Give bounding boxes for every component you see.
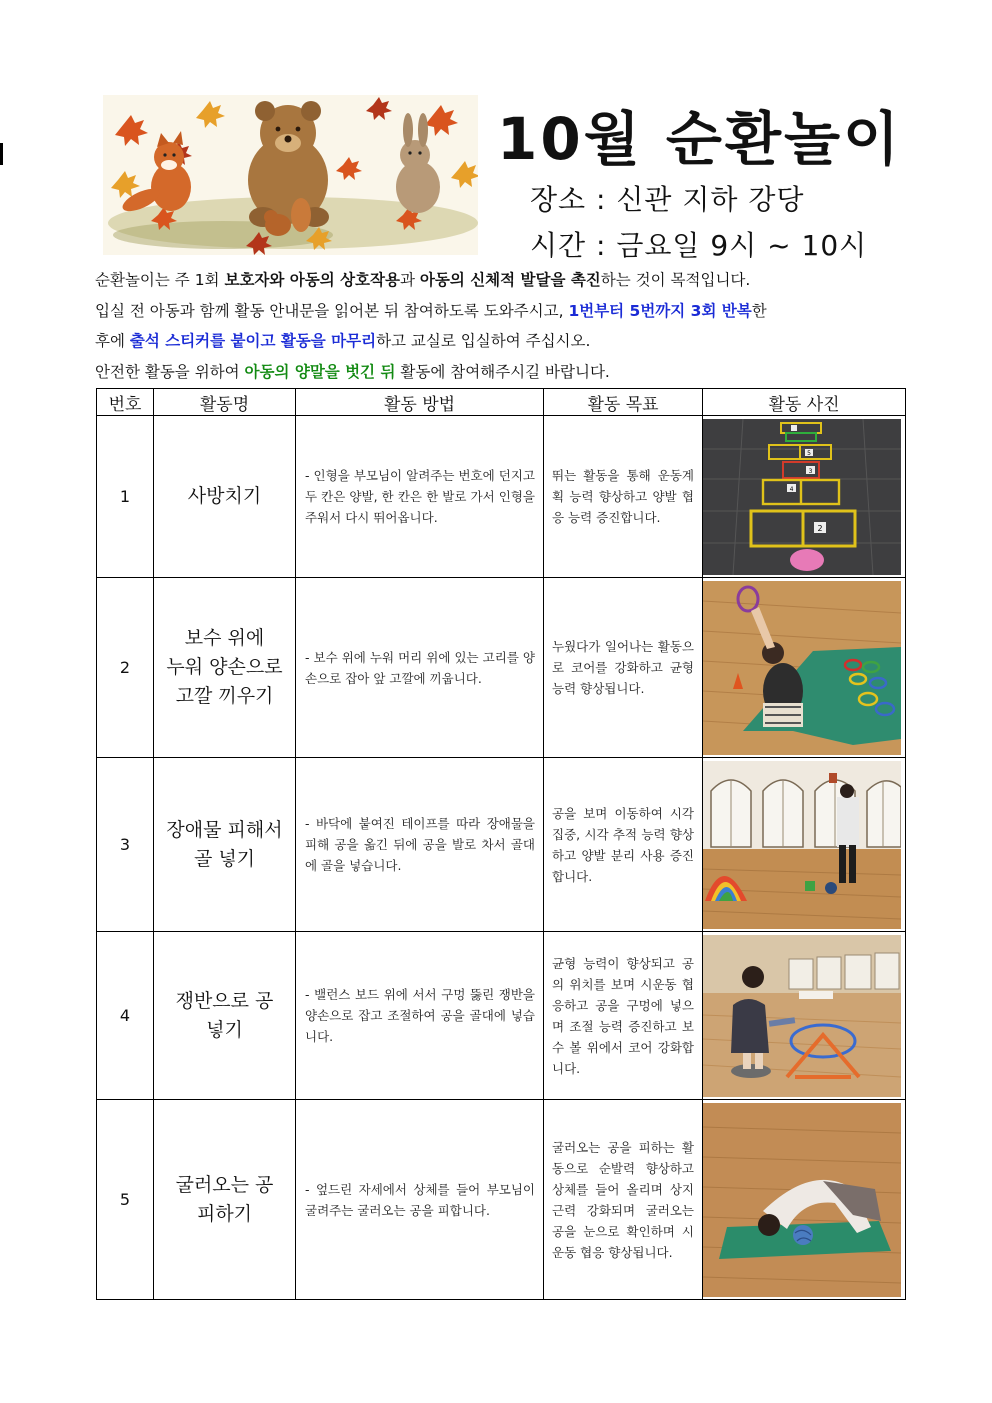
- hopscotch-label-2: 2: [817, 523, 823, 533]
- page-title: 10월 순환놀이: [497, 105, 903, 173]
- hopscotch-label-4: 4: [789, 485, 794, 493]
- table-header-row: [97, 389, 906, 416]
- intro-line-2: [95, 296, 915, 327]
- hopscotch-label-5: 5: [807, 449, 811, 457]
- method-text: - 인형을 부모님이 알려주는 번호에 던지고 두 칸은 양발, 한 칸은 한 발로 가서 인형을 주워서 다시 뛰어옵니다.: [305, 468, 535, 525]
- activity-table: [96, 388, 906, 1300]
- goal-text: 굴러오는 공을 피하는 활동으로 순발력 향상하고 상체를 들어 올리며 상지 근력 강화되며 굴러오는 공을 눈으로 확인하며 시운동 협응 향상됩니다.: [552, 1139, 694, 1260]
- intro-line-4: [95, 357, 915, 388]
- method-text: - 바닥에 붙여진 테이프를 따라 장애물을 피해 공을 옮긴 뒤에 공을 발로 차서 골대에 골을 넣습니다.: [305, 816, 535, 873]
- time-info: 시간 : 금요일 9시 ~ 10시: [530, 229, 868, 262]
- method-text: - 엎드린 자세에서 상체를 들어 부모님이 굴려주는 굴러오는 공을 피합니다.: [305, 1181, 535, 1218]
- intro-text: [95, 265, 915, 387]
- autumn-animals-illustration: [103, 95, 478, 255]
- header-number: 번호: [97, 389, 154, 416]
- header-method: 활동 방법: [296, 389, 544, 416]
- intro-text-span: 과: [399, 271, 420, 289]
- activity-photo: [703, 1100, 906, 1300]
- activity-name-line: 고깔 끼우기: [175, 685, 274, 707]
- intro-text-span: 하고 교실로 입실하여 주십시오.: [376, 332, 591, 350]
- activity-name-line: 장애물 피해서: [166, 818, 283, 841]
- row-number: 4: [97, 932, 154, 1100]
- activity-name-line: 쟁반으로 공: [175, 989, 274, 1012]
- goal-text: 공을 보며 이동하여 시각 집중, 시각 추적 능력 향상하고 양발 분리 사용 증진합니다.: [552, 805, 694, 884]
- intro-text-span: 한: [751, 301, 767, 320]
- activity-name-line: 보수 위에: [184, 627, 265, 649]
- activity-name-line: 피하기: [196, 1202, 253, 1225]
- activity-method: [296, 1100, 544, 1300]
- intro-text-span: 순환놀이는 주 1회: [95, 271, 225, 289]
- intro-text-span: 활동에 참여해주시길 바랍니다.: [395, 362, 610, 381]
- intro-text-span: 후에: [95, 332, 130, 350]
- activity-photo: [703, 578, 906, 758]
- row-number: 1: [97, 416, 154, 578]
- intro-highlight-repeat: 1번부터 5번까지 3회 반복: [568, 301, 752, 320]
- goal-text: 뛰는 활동을 통해 운동계획 능력 향상하고 양발 협응 능력 증진합니다.: [552, 468, 694, 525]
- activity-name: [154, 416, 296, 578]
- obstacle-goal-photo: [703, 761, 901, 929]
- table-row: [97, 578, 906, 758]
- activity-method: [296, 932, 544, 1100]
- method-text: - 밸런스 보드 위에 서서 구멍 뚫린 쟁반을 양손으로 잡고 조절하여 공을 골대에 넣습니다.: [305, 987, 535, 1044]
- row-number: 3: [97, 758, 154, 932]
- activity-method: [296, 578, 544, 758]
- activity-name-line: 굴러오는 공: [175, 1173, 274, 1196]
- intro-line-3: [95, 326, 915, 357]
- activity-name: [154, 932, 296, 1100]
- row-number: 5: [97, 1100, 154, 1300]
- activity-goal: [544, 932, 703, 1100]
- intro-highlight-socks: 아동의 양말을 벗긴 뒤: [244, 362, 396, 381]
- activity-goal: [544, 758, 703, 932]
- activity-name-line: 사방치기: [187, 485, 262, 507]
- method-text: - 보수 위에 누워 머리 위에 있는 고리를 양손으로 잡아 앞 고깔에 끼웁니다.: [305, 649, 535, 686]
- activity-photo: [703, 758, 906, 932]
- table-row: [97, 932, 906, 1100]
- intro-highlight-interaction: 보호자와 아동의 상호작용: [224, 271, 400, 289]
- dodge-ball-photo: [703, 1103, 901, 1297]
- goal-text: 균형 능력이 향상되고 공의 위치를 보며 시운동 협응하고 공을 구멍에 넣으며 조절 능력 증진하고 보수 볼 위에서 코어 강화합니다.: [552, 955, 694, 1076]
- activity-photo: [703, 416, 906, 578]
- activity-name: [154, 578, 296, 758]
- row-number: 2: [97, 578, 154, 758]
- intro-text-span: 안전한 활동을 위하여: [95, 362, 245, 381]
- header-photo: 활동 사진: [703, 389, 906, 416]
- tray-ball-photo: [703, 935, 901, 1097]
- activity-goal: [544, 578, 703, 758]
- intro-highlight-sticker: 출석 스티커를 붙이고 활동을 마무리: [129, 332, 377, 350]
- activity-goal: [544, 1100, 703, 1300]
- bosu-ring-photo: [703, 581, 901, 755]
- table-row: [97, 1100, 906, 1300]
- activity-goal: [544, 416, 703, 578]
- activity-photo: [703, 932, 906, 1100]
- table-row: [97, 416, 906, 578]
- activity-method: [296, 758, 544, 932]
- intro-text-span: 하는 것이 목적입니다.: [600, 271, 751, 289]
- intro-text-span: 입실 전 아동과 함께 활동 안내문을 읽어본 뒤 참여하도록 도와주시고,: [95, 301, 569, 320]
- activity-name: [154, 758, 296, 932]
- activity-name: [154, 1100, 296, 1300]
- activity-name-line: 넣기: [206, 1018, 243, 1041]
- activity-name-line: 골 넣기: [193, 847, 256, 870]
- header-goal: 활동 목표: [544, 389, 703, 416]
- activity-name-line: 누워 양손으로: [166, 656, 283, 678]
- intro-highlight-development: 아동의 신체적 발달을 촉진: [419, 271, 601, 289]
- goal-text: 누웠다가 일어나는 활동으로 코어를 강화하고 균형 능력 향상됩니다.: [552, 639, 694, 696]
- hopscotch-photo: [703, 419, 901, 575]
- location-info: 장소 : 신관 지하 강당: [530, 183, 805, 216]
- table-row: [97, 758, 906, 932]
- left-margin-mark: [0, 143, 3, 165]
- activity-method: [296, 416, 544, 578]
- intro-line-1: [95, 265, 915, 296]
- header-activity-name: 활동명: [154, 389, 296, 416]
- hopscotch-label-3: 3: [808, 467, 813, 475]
